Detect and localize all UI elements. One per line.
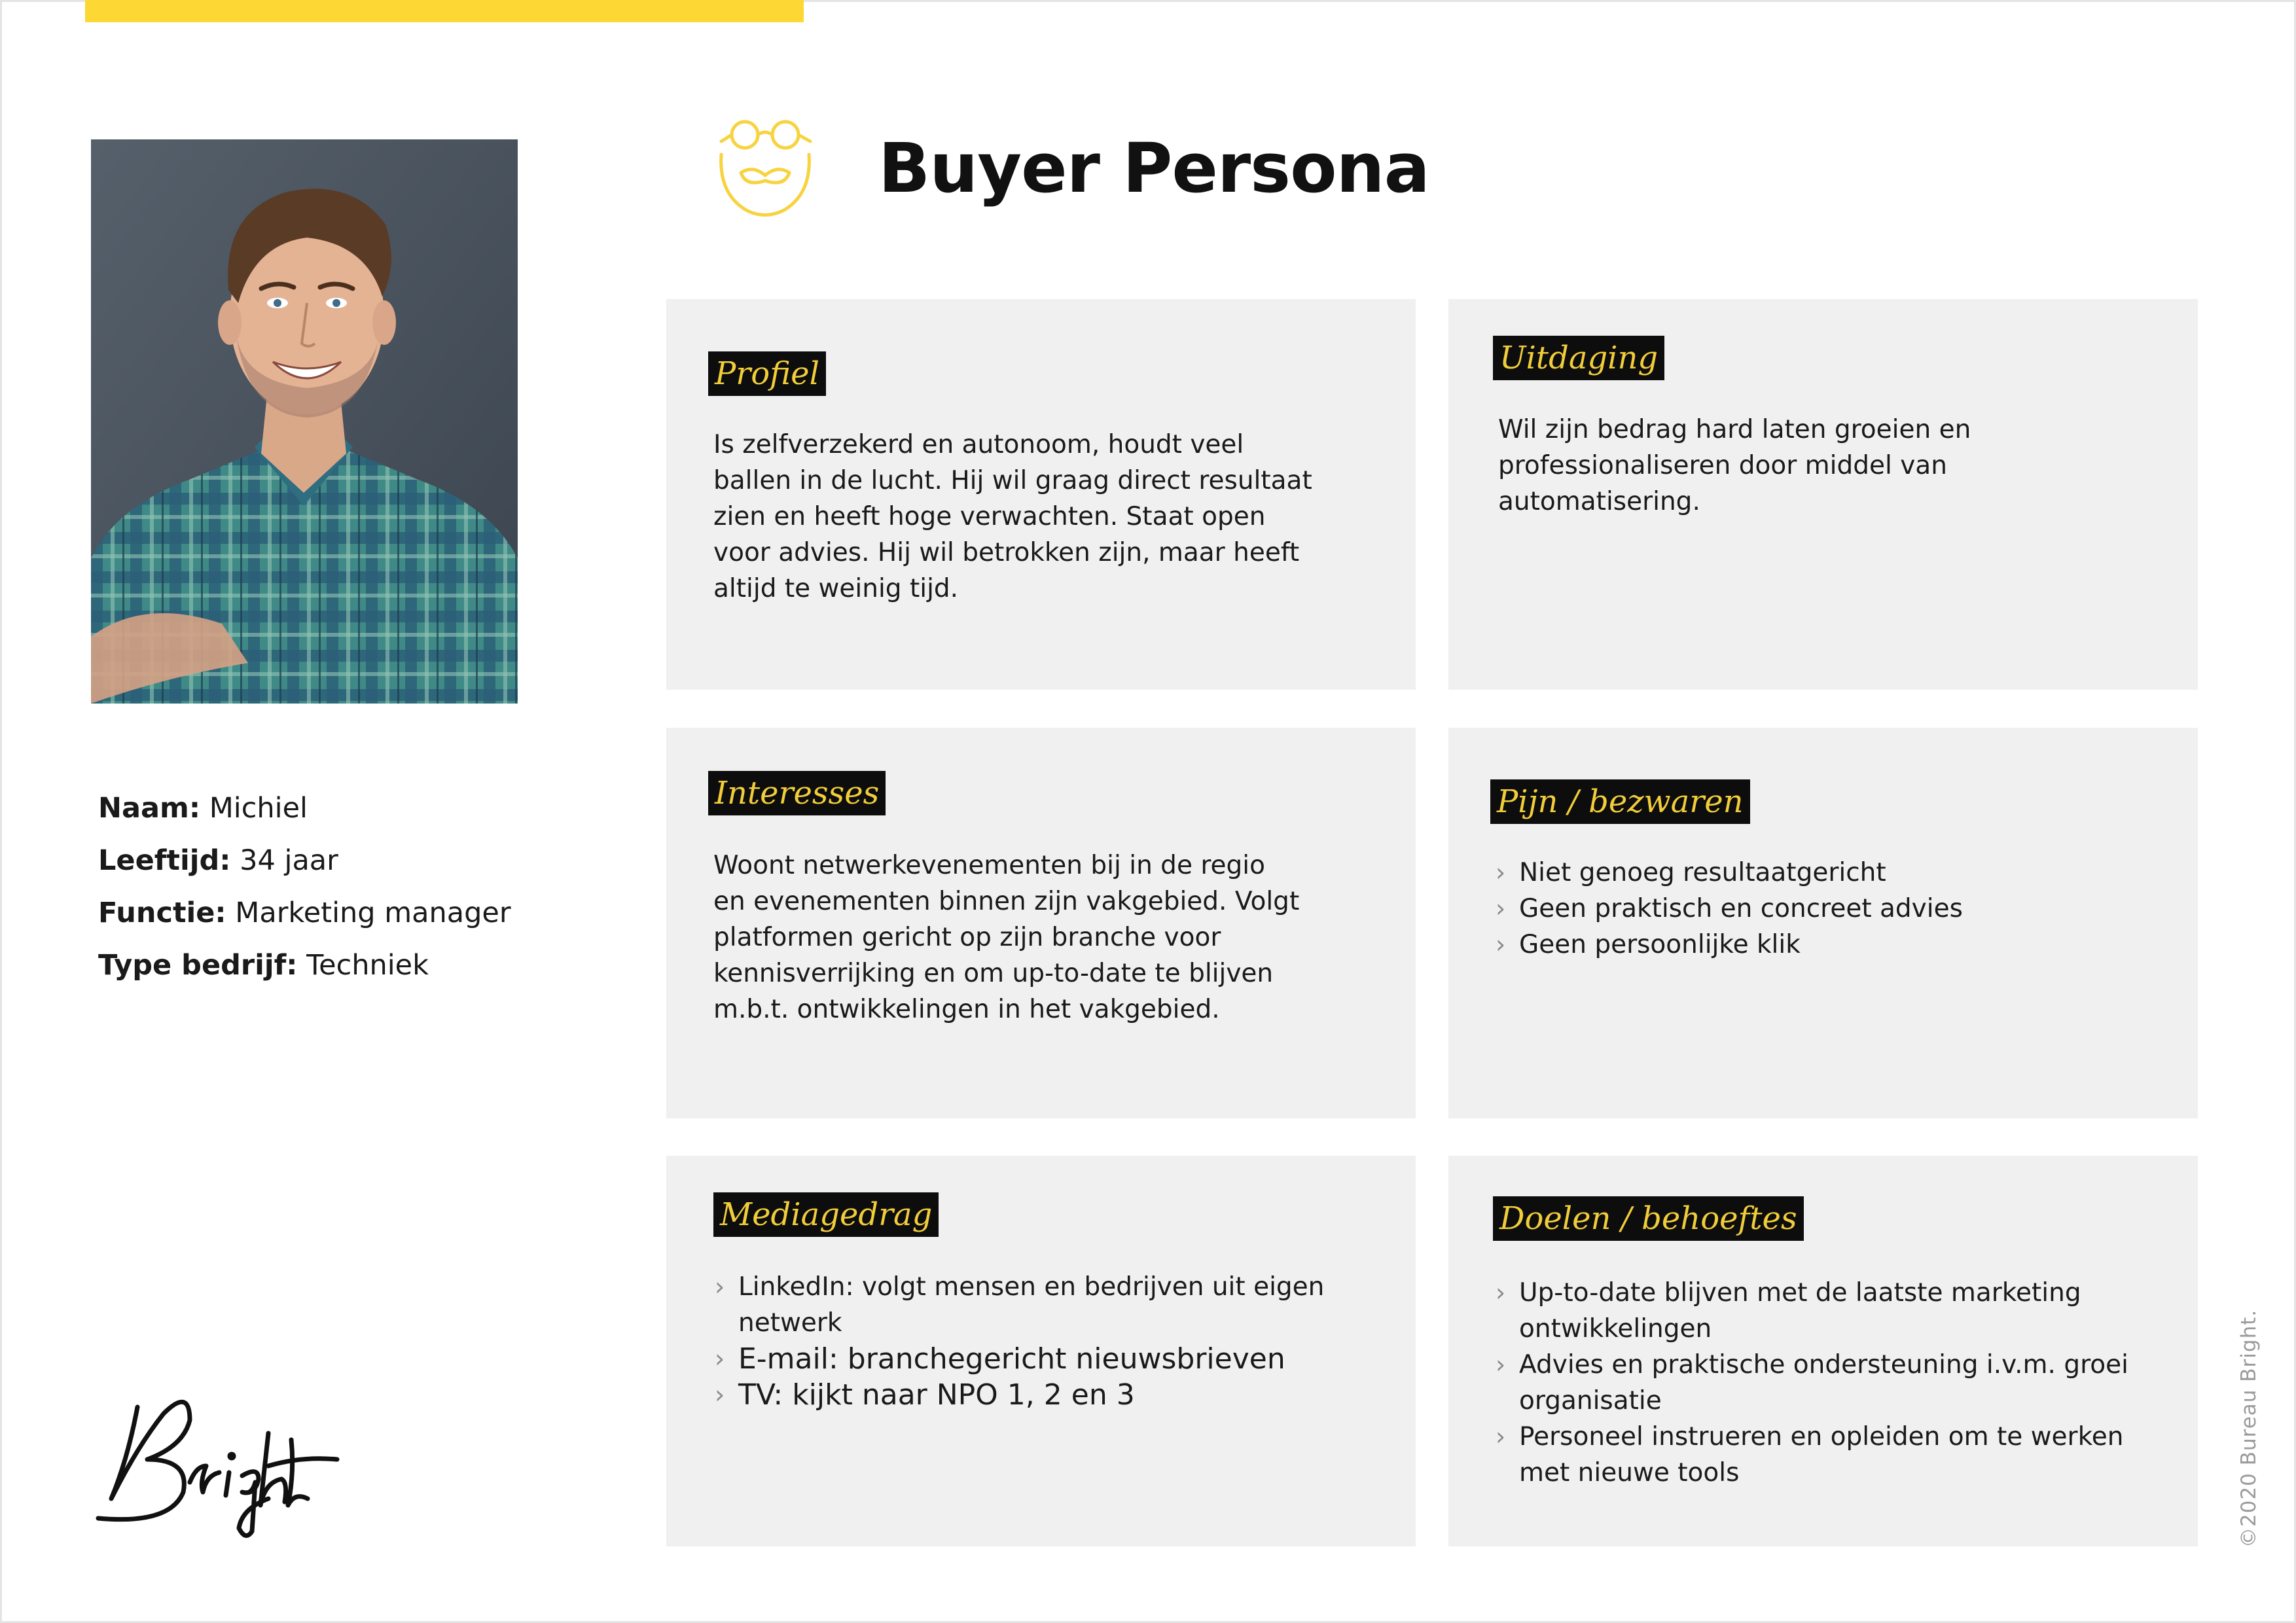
- card-label-doelen-behoeftes: Doelen / behoeftes: [1493, 1196, 1804, 1241]
- card-doelen-behoeftes: [1448, 1156, 2198, 1546]
- list-item: [1494, 1419, 2128, 1491]
- text-line: voor advies. Hij wil betrokken zijn, maar heeft: [713, 538, 1300, 567]
- bullet-chevron-icon: ›: [715, 1380, 725, 1409]
- card-pijn-bezwaren: [1448, 728, 2198, 1118]
- list-item-text: E-mail: branchegericht nieuwsbrieven: [738, 1342, 1285, 1376]
- list-item: [1494, 855, 1963, 891]
- persona-glasses-mustache-icon: [713, 115, 818, 226]
- card-text-profiel: [713, 427, 1312, 607]
- text-line: platformen gericht op zijn branche voor: [713, 923, 1221, 952]
- company-type-value: Techniek: [306, 949, 429, 982]
- list-item: [1494, 1275, 2128, 1347]
- list-item: [1494, 891, 1963, 927]
- card-profiel: [666, 299, 1416, 690]
- card-label-mediagedrag: Mediagedrag: [713, 1192, 939, 1237]
- bullet-chevron-icon: ›: [1496, 1350, 1506, 1379]
- list-item: [1494, 927, 1963, 963]
- card-mediagedrag: [666, 1156, 1416, 1546]
- accent-top-bar: [85, 0, 804, 22]
- card-list-mediagedrag: [713, 1269, 1324, 1413]
- list-item-text: LinkedIn: volgt mensen en bedrijven uit eigen: [738, 1272, 1325, 1302]
- list-item-text-continued: ontwikkelingen: [1519, 1314, 1712, 1344]
- text-line: m.b.t. ontwikkelingen in het vakgebied.: [713, 995, 1220, 1024]
- bullet-chevron-icon: ›: [1496, 930, 1506, 959]
- info-row-role: [98, 887, 511, 939]
- card-uitdaging: [1448, 299, 2198, 690]
- bright-signature-logo: [92, 1368, 340, 1544]
- list-item-text-continued: organisatie: [1519, 1386, 1662, 1416]
- role-value: Marketing manager: [235, 897, 511, 929]
- list-item: [713, 1377, 1324, 1413]
- info-row-age: [98, 834, 511, 887]
- text-line: professionaliseren door middel van: [1498, 451, 1947, 480]
- list-item-text-continued: netwerk: [738, 1308, 842, 1338]
- bullet-chevron-icon: ›: [715, 1344, 725, 1373]
- person-info: [98, 782, 511, 991]
- card-label-interesses: Interesses: [708, 771, 886, 815]
- list-item: [713, 1269, 1324, 1341]
- list-item-text: Niet genoeg resultaatgericht: [1519, 858, 1886, 887]
- text-line: kennisverrijking en om up-to-date te blijven: [713, 959, 1274, 988]
- name-label: Naam:: [98, 792, 201, 825]
- text-line: Woont netwerkevenementen bij in de regio: [713, 851, 1265, 880]
- bullet-chevron-icon: ›: [1496, 858, 1506, 887]
- text-line: automatisering.: [1498, 487, 1700, 516]
- list-item: [713, 1341, 1324, 1377]
- list-item-text: Personeel instrueren en opleiden om te werken: [1519, 1422, 2124, 1452]
- card-label-pijn-bezwaren: Pijn / bezwaren: [1490, 779, 1750, 824]
- text-line: ballen in de lucht. Hij wil graag direct resultaat: [713, 466, 1312, 495]
- age-label: Leeftijd:: [98, 844, 231, 877]
- card-text-uitdaging: [1498, 412, 1971, 520]
- text-line: Is zelfverzekerd en autonoom, houdt veel: [713, 430, 1244, 459]
- list-item: [1494, 1347, 2128, 1419]
- card-list-pijn-bezwaren: [1494, 855, 1963, 963]
- role-label: Functie:: [98, 897, 226, 929]
- card-label-uitdaging: Uitdaging: [1493, 336, 1664, 380]
- bullet-chevron-icon: ›: [715, 1272, 725, 1301]
- info-row-company-type: [98, 939, 511, 991]
- card-text-interesses: [713, 847, 1299, 1027]
- copyright-text: ©2020 Bureau Bright.: [2237, 1309, 2261, 1548]
- list-item-text: Geen persoonlijke klik: [1519, 930, 1801, 959]
- list-item-text-continued: met nieuwe tools: [1519, 1458, 1740, 1488]
- text-line: en evenementen binnen zijn vakgebied. Volgt: [713, 887, 1300, 916]
- bullet-chevron-icon: ›: [1496, 1278, 1506, 1307]
- card-label-profiel: Profiel: [708, 351, 826, 396]
- list-item-text: Geen praktisch en concreet advies: [1519, 894, 1963, 923]
- card-list-doelen-behoeftes: [1494, 1275, 2128, 1491]
- age-value: 34 jaar: [240, 844, 338, 877]
- company-type-label: Type bedrijf:: [98, 949, 298, 982]
- text-line: zien en heeft hoge verwachten. Staat open: [713, 502, 1266, 531]
- card-interesses: [666, 728, 1416, 1118]
- list-item-text: Advies en praktische ondersteuning i.v.m. groei: [1519, 1350, 2128, 1380]
- info-row-name: [98, 782, 511, 834]
- portrait-illustration: [91, 139, 518, 704]
- page-title: Buyer Persona: [878, 128, 1429, 208]
- list-item-text: TV: kijkt naar NPO 1, 2 en 3: [738, 1378, 1135, 1412]
- profile-photo: [91, 139, 518, 704]
- text-line: Wil zijn bedrag hard laten groeien en: [1498, 415, 1971, 444]
- text-line: altijd te weinig tijd.: [713, 574, 959, 603]
- bullet-chevron-icon: ›: [1496, 894, 1506, 923]
- bullet-chevron-icon: ›: [1496, 1422, 1506, 1451]
- name-value: Michiel: [209, 792, 308, 825]
- list-item-text: Up-to-date blijven met de laatste marketing: [1519, 1278, 2081, 1308]
